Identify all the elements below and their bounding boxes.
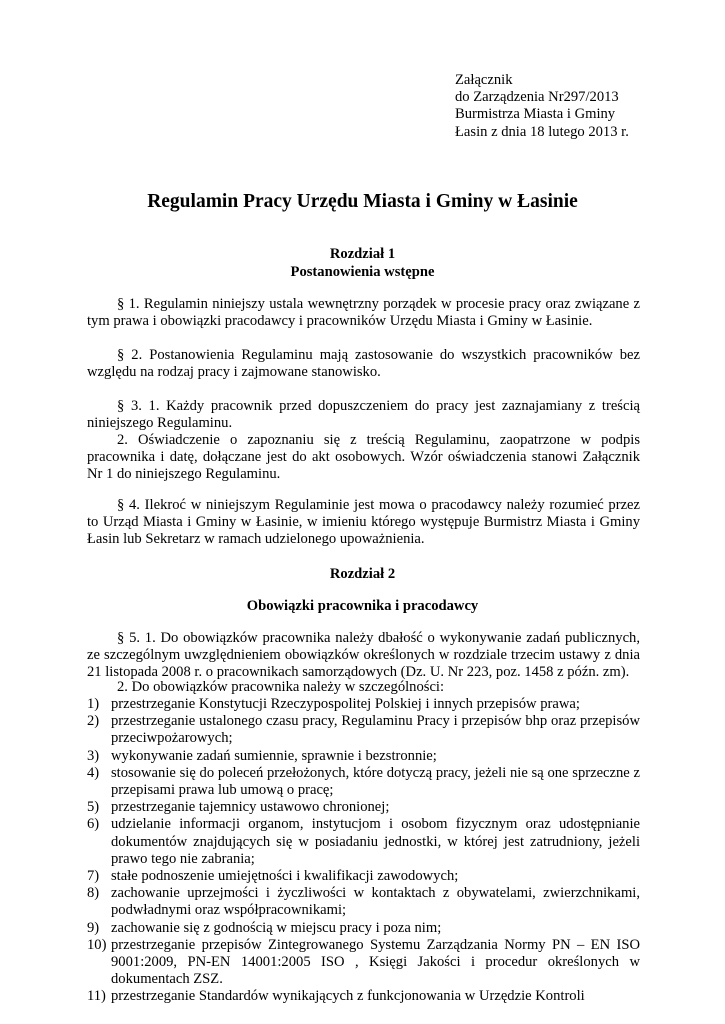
section-3-point-2 (87, 432, 640, 484)
list-item (87, 868, 640, 885)
chapter-1-subtitle: Postanowienia wstępne (290, 264, 435, 280)
list-item (87, 937, 640, 989)
list-item-text: zachowanie się z godnością w miejscu pracy i poza nim; (111, 919, 442, 936)
list-item-number: 10) (87, 936, 107, 953)
chapter-1-heading: Rozdział 1 (329, 246, 396, 262)
annex-line: do Zarządzenia Nr297/2013 (455, 89, 619, 106)
section-4-text: § 4. Ilekroć w niniejszym Regulaminie jest mowa o pracodawcy należy rozumieć przez to Urząd Miasta i Gminy w Łasinie, w imieniu którego występuje Burmistrz Miasta i Gminy Łasin lub Sekretarz w ramach udzielonego upoważnienia. (87, 497, 640, 548)
section-5-point-2 (87, 679, 640, 696)
section-4 (87, 497, 640, 549)
list-item-text: przestrzeganie ustalonego czasu pracy, Regulaminu Pracy i przepisów bhp oraz przepisów przeciwpożarowych; (111, 713, 640, 747)
list-item-number: 9) (87, 919, 100, 936)
chapter-2-heading: Rozdział 2 (329, 566, 396, 582)
annex-header (455, 72, 629, 141)
section-1-text: § 1. Regulamin niniejszy ustala wewnętrzny porządek w procesie pracy oraz związane z tym prawa i obowiązki pracodawcy i pracowników Urzędu Miasta i Gminy w Łasinie. (87, 296, 640, 330)
list-item-text: stałe podnoszenie umiejętności i kwalifikacji zawodowych; (111, 868, 459, 885)
section-3-point-2-text: 2. Oświadczenie o zapoznaniu się z treścią Regulaminu, zaopatrzone w podpis pracownika i datę, dołączane jest do akt osobowych. Wzór oświadczenia stanowi Załącznik Nr 1 do niniejszego Regulaminu. (87, 432, 640, 483)
list-item-number: 3) (87, 747, 100, 764)
list-item (87, 885, 640, 919)
list-item-text: przestrzeganie Standardów wynikających z funkcjonowania w Urzędzie Kontroli (111, 988, 585, 1005)
document-title: Regulamin Pracy Urzędu Miasta i Gminy w Łasinie (147, 191, 578, 212)
section-5-point-1 (87, 630, 640, 682)
section-2-text: § 2. Postanowienia Regulaminu mają zastosowanie do wszystkich pracowników bez względu na rodzaj pracy i zajmowane stanowisko. (87, 347, 640, 381)
list-item-number: 1) (87, 696, 100, 712)
duties-list (87, 696, 640, 1006)
list-item-text: udzielanie informacji organom, instytucjom i osobom fizycznym oraz udostępnianie dokumentów znajdujących się w posiadaniu jednostki, w której jest zatrudniony, jeżeli prawo tego nie zabrania; (111, 816, 640, 867)
list-item-text: przestrzeganie Konstytucji Rzeczypospolitej Polskiej i innych przepisów prawa; (111, 696, 580, 712)
list-item-text: wykonywanie zadań sumiennie, sprawnie i bezstronnie; (111, 747, 437, 764)
annex-line: Łasin z dnia 18 lutego 2013 r. (455, 123, 629, 140)
list-item-number: 8) (87, 885, 100, 902)
list-item-number: 11) (87, 988, 106, 1005)
section-5-point-1-text: § 5. 1. Do obowiązków pracownika należy dbałość o wykonywanie zadań publicznych, ze szczególnym uwzględnieniem obowiązków określonych w rozdziale trzecim ustawy z dnia 21 listopada 2008 r. o pracownikach samorządowych (Dz. U. Nr 223, poz. 1458 z późn. zm). (87, 630, 640, 681)
list-item-number: 6) (87, 816, 100, 833)
list-item-text: przestrzeganie przepisów Zintegrowanego Systemu Zarządzania Normy PN – EN ISO 9001:2009, PN-EN 14001:2005 ISO , Księgi Jakości i procedur określonych w dokumentach ZSZ. (111, 936, 640, 988)
list-item (87, 920, 640, 937)
list-item (87, 713, 640, 747)
section-1 (87, 296, 640, 330)
annex-line: Burmistrza Miasta i Gminy (455, 106, 616, 123)
section-2 (87, 347, 640, 381)
list-item (87, 816, 640, 868)
section-5-point-2-text: 2. Do obowiązków pracownika należy w szczególności: (117, 679, 445, 695)
list-item-text: zachowanie uprzejmości i życzliwości w kontaktach z obywatelami, zwierzchnikami, podwładnymi oraz współpracownikami; (111, 885, 640, 919)
list-item-number: 5) (87, 799, 100, 816)
list-item (87, 696, 640, 713)
list-item-text: przestrzeganie tajemnicy ustawowo chronionej; (111, 799, 390, 816)
list-item-number: 4) (87, 764, 100, 781)
list-item (87, 748, 640, 765)
list-item-text: stosowanie się do poleceń przełożonych, które dotyczą pracy, jeżeli nie są one sprzeczne z przepisami prawa lub umową o pracę; (111, 764, 640, 799)
list-item (87, 988, 640, 1005)
section-3-point-1-text: § 3. 1. Każdy pracownik przed dopuszczeniem do pracy jest zaznajamiany z treścią niniejszego Regulaminu. (87, 398, 640, 432)
list-item-number: 2) (87, 713, 100, 730)
list-item-number: 7) (87, 868, 100, 885)
list-item (87, 799, 640, 816)
annex-line: Załącznik (455, 72, 513, 88)
section-3-point-1 (87, 398, 640, 432)
list-item (87, 765, 640, 799)
chapter-2-subtitle: Obowiązki pracownika i pracodawcy (246, 598, 479, 614)
